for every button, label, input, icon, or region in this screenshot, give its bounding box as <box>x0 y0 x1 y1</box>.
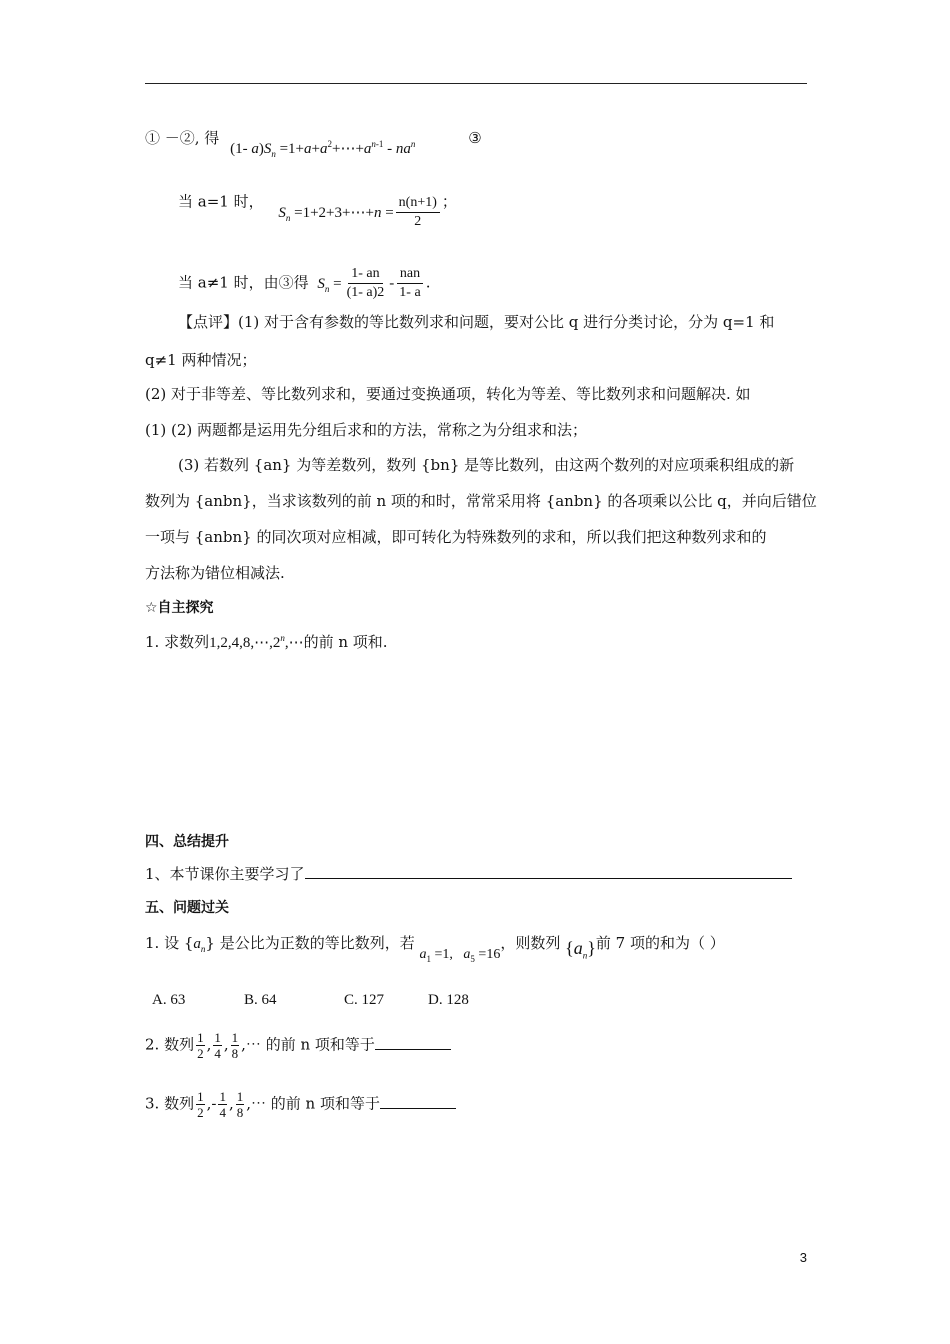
section4-item-1 <box>145 864 792 884</box>
explore-question-1 <box>145 632 388 653</box>
section5-question-1 <box>145 932 725 964</box>
q1-conditions: $a_1 =1$, $a_5 =16$ <box>419 947 501 964</box>
header-rule <box>145 83 807 84</box>
case-a-not-1: 当 a≠1 时，由③得 <box>178 273 309 292</box>
option-d[interactable]: D. 128 <box>428 992 469 1008</box>
option-c[interactable]: C. 127 <box>344 992 385 1008</box>
q1-options <box>152 989 469 1010</box>
fraction-1-minus-a-n: $\frac{1- an}{(1- a)2}$ <box>346 266 385 300</box>
fraction-1-2: $\frac{1}{2}$ <box>197 1030 204 1061</box>
option-a[interactable]: A. 63 <box>152 992 186 1008</box>
minus-sign: - <box>389 275 395 292</box>
comment-p3c: 一项与 {anbn} 的同次项对应相减，即可转化为特殊数列的求和，所以我们把这种数列求和的 <box>145 528 767 546</box>
section5-question-3: 3. 数列 $\frac{1}{2}$ ,- $\frac{1}{4}$ , $\frac{1}{8}$ ,⋯ 的前 n 项和等于 <box>145 1089 456 1120</box>
comment-p1b: q≠1 两种情况； <box>145 351 257 369</box>
q1-suffix: 前 7 项的和为（ ） <box>595 934 725 952</box>
derivation-formula-2: $S_n$ =1+2+3+⋯+n = <box>278 204 394 223</box>
fraction-1-2: $\frac{1}{2}$ <box>197 1089 204 1120</box>
q1-mid: } 是公比为正数的等比数列，若 <box>205 934 415 952</box>
q1-an: $a_n$ <box>193 936 206 954</box>
q2-suffix: ,⋯ 的前 n 项和等于 <box>241 1035 375 1054</box>
derivation-formula-1: (1- $a)S_n$ $=1+a+a^2+\cdots+a^{n-1} - na^n$ <box>230 139 416 159</box>
comment-p2b: (1) (2) 两题都是运用先分组后求和的方法，常称之为分组求和法； <box>145 421 588 439</box>
derivation-line-2 <box>178 185 457 229</box>
section5-question-2: 2. 数列 $\frac{1}{2}$ , $\frac{1}{4}$ , $\frac{1}{8}$ ,⋯ 的前 n 项和等于 <box>145 1030 451 1061</box>
comment-p3d: 方法称为错位相减法. <box>145 564 285 582</box>
q1-sequence-an: $\{a_n\}$ <box>565 938 596 961</box>
comment-p3: (3) 若数列 {an} 为等差数列，数列 {bn} 是等比数列，由这两个数列的对应项乘积组成的新 <box>178 456 795 474</box>
comment-p3b: 数列为 {anbn}，当求该数列的前 n 项的和时，常常采用将 {anbn} 的各项乘以公比 q，并向后错位 <box>145 492 817 510</box>
equation-marker-3: ③ <box>468 129 482 147</box>
section5-title: 五、问题过关 <box>145 900 229 916</box>
fraction-1-4: $\frac{1}{4}$ <box>214 1030 221 1061</box>
derivation-line-1 <box>145 128 482 159</box>
explore-q1-sequence: 1,2,4,8,⋯,2$^n$,⋯ <box>209 633 304 651</box>
comment-p1: 【点评】(1) 对于含有参数的等比数列求和问题，要对公比 q 进行分类讨论，分为 q=1 和 <box>178 313 775 331</box>
q3-suffix: ,⋯ 的前 n 项和等于 <box>246 1094 380 1113</box>
fraction-n-n-plus-1-over-2: $\frac{n(n+1)}{2}$ <box>396 195 440 230</box>
semicolon: ； <box>441 192 457 211</box>
q1-mid2: ，则数列 <box>500 934 561 952</box>
fraction-na-n: $\frac{\text{nan}}{1- a}$ <box>396 266 423 301</box>
case-a-equals-1: 当 a=1 时， <box>178 192 264 211</box>
option-b[interactable]: B. 64 <box>244 992 277 1008</box>
section4-item-1-text: 1、本节课你主要学习了 <box>145 865 305 883</box>
explore-q1-suffix: 的前 n 项和. <box>303 633 388 651</box>
fraction-1-8: $\frac{1}{8}$ <box>231 1030 239 1061</box>
q3-prefix: 3. 数列 <box>145 1094 195 1113</box>
explore-title: ☆自主探究 <box>145 600 214 616</box>
answer-blank-summary[interactable] <box>305 864 792 879</box>
period: . <box>425 273 431 292</box>
q1-prefix: 1. 设 { <box>145 934 194 952</box>
page-number: 3 <box>799 1250 807 1265</box>
comment-p2: (2) 对于非等差、等比数列求和，要通过变换通项，转化为等差、等比数列求和问题解决. 如 <box>145 385 751 403</box>
fraction-1-8: $\frac{1}{8}$ <box>236 1089 244 1120</box>
fraction-1-4: $\frac{1}{4}$ <box>219 1089 226 1120</box>
section4-title: 四、总结提升 <box>145 834 229 850</box>
answer-blank-q3[interactable] <box>380 1094 456 1109</box>
explore-q1-prefix: 1. 求数列 <box>145 633 210 651</box>
q2-prefix: 2. 数列 <box>145 1035 195 1054</box>
derivation-step-label: ① －②, 得 <box>145 129 220 147</box>
derivation-formula-3: $S_n$ = <box>317 275 342 294</box>
derivation-line-3 <box>178 266 430 301</box>
answer-blank-q2[interactable] <box>375 1035 451 1050</box>
